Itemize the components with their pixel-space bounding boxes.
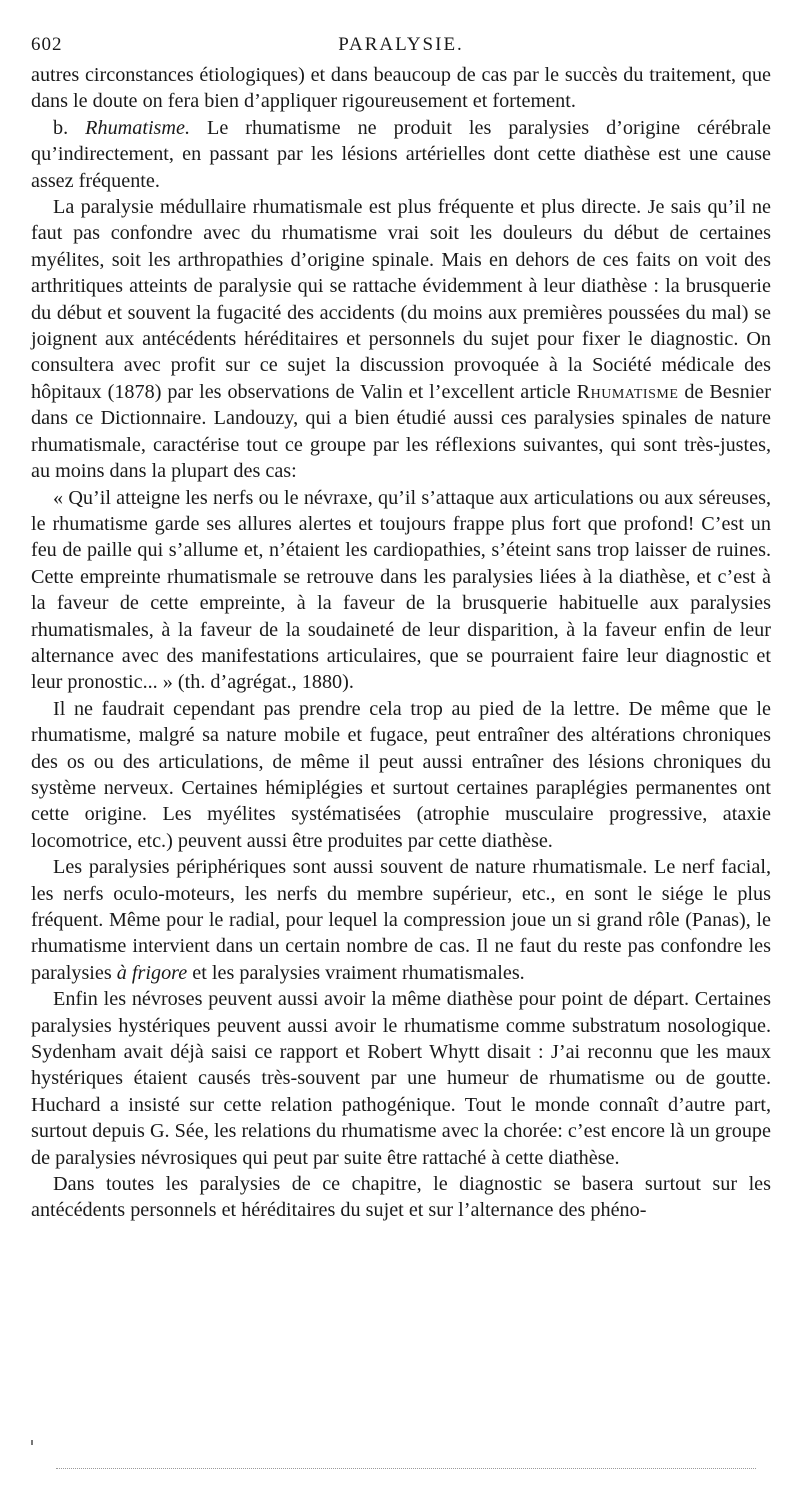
text-run: Dans toutes les paralysies de ce chapitre, le diagnostic se basera surtout sur les antécédents personnels et héréditaires du sujet et sur l’alternance des phéno- [31, 1173, 771, 1222]
section-marker: b. [53, 116, 86, 139]
text-run: et les paralysies vraiment rhumatismales. [187, 961, 525, 984]
text-run: Les paralysies périphériques sont aussi souvent de nature rhumatismale. Le nerf facial, les nerfs oculo-moteurs, les nerfs du membre supérieur, etc., en sont le siége le plus fréquent. Même pour le radial, pour lequel la compression joue un si grand rôle (Panas), le rhumatisme intervient dans un certain nombre de cas. Il ne faut du reste pas confondre les paralysies [31, 856, 771, 984]
running-title: PARALYSIE. [338, 34, 464, 55]
text-run: La paralysie médullaire rhumatismale est plus fréquente et plus directe. Je sais qu’il ne faut pas confondre avec du rhumatisme vrai soit les douleurs du début de certaines myélites, soit les arthropathies d’origine spinale. Mais en dehors de ces faits on voit des arthritiques atteints de paralysie qui se rattache évidemment à leur diathèse : la brusquerie du début et souvent la fugacité des accidents (du moins aux premières poussées du mal) se joignent aux antécédents héréditaires et personnels du sujet pour fixer le diagnostic. On consultera avec profit sur ce sujet la discussion provoquée à la Société médicale des hôpitaux (1878) par les observations de Valin et l’excellent article [31, 196, 771, 403]
italic-term: à frigore [116, 961, 188, 984]
scan-speck [31, 1440, 33, 1445]
body-text [31, 62, 771, 1224]
quotation-text: « Qu’il atteigne les nerfs ou le névraxe, qu’il s’attaque aux articulations ou aux séreuses, le rhumatisme garde ses allures alertes et toujours frappe plus fort que profond! C’est un feu de paille qui s’allume et, n’étaient les cardiopathies, s’éteint sans trop laisser de ruines. Cette empreinte rhumatismale se retrouve dans les paralysies liées à la diathèse, et c’est à la faveur de cette empreinte, à la faveur de la brusquerie habituelle aux paralysies rhumatismales, à la faveur de la soudaineté de leur disparition, à la faveur enfin de leur alternance avec des manifestations articulaires, que se pourraient faire leur diagnostic et leur pronostic... » (th. d’agrégat., 1880). [31, 486, 771, 694]
text-run: Le rhumatisme ne produit les paralysies d’origine cérébrale qu’indirectement, en passant par les lésions artérielles dont cette diathèse est une cause assez fréquente. [31, 116, 772, 192]
page-header [31, 30, 771, 62]
paragraph-nevroses [31, 986, 771, 1171]
page-number: 602 [31, 34, 63, 55]
text-run: Il ne faudrait cependant pas prendre cela trop au pied de la lettre. De même que le rhumatisme, malgré sa nature mobile et fugace, peut entraîner des altérations chroniques des os ou des articulations, de même il peut aussi entraîner des lésions chroniques du système nerveux. Certaines hémiplégies et surtout certaines paraplégies permanentes ont cette origine. Les myélites systématisées (atrophie musculaire progressive, ataxie locomotrice, etc.) peuvent aussi être produites par cette diathèse. [31, 697, 771, 852]
footer-rule [56, 1468, 756, 1469]
text-run: de Besnier dans ce Dictionnaire. Landouzy, qui a bien étudié aussi ces paralysies spinales de nature rhumatismale, caractérise tout ce groupe par les réflexions suivantes, qui sont très-justes, au moins dans la plupart des cas: [31, 380, 771, 483]
paragraph-chroniques [31, 696, 771, 854]
document-page [31, 30, 771, 1224]
paragraph-diagnostic [31, 1171, 771, 1224]
section-heading: Rhumatisme. [85, 116, 190, 139]
paragraph-medullaire [31, 194, 771, 484]
paragraph-rhumatisme [31, 115, 771, 194]
text-run: autres circonstances étiologiques) et dans beaucoup de cas par le succès du traitement, que dans le doute on fera bien d’appliquer rigoureusement et fortement. [31, 64, 771, 113]
paragraph-peripheriques [31, 854, 771, 986]
paragraph-continuation [31, 62, 771, 115]
text-run: Enfin les névroses peuvent aussi avoir la même diathèse pour point de départ. Certaines paralysies hystériques peuvent aussi avoir le rhumatisme comme substratum nosologique. Sydenham avait déjà saisi ce rapport et Robert Whytt disait : J’ai reconnu que les maux hystériques étaient causés très-souvent par une humeur de rhumatisme ou de goutte. Huchard a insisté sur cette relation pathogénique. Tout le monde connaît d’autre part, surtout depuis G. Sée, les relations du rhumatisme avec la chorée: c’est encore là un groupe de paralysies névrosiques qui peut par suite être rattaché à cette diathèse. [31, 988, 771, 1169]
paragraph-quotation [31, 485, 771, 696]
article-reference: Rhumatisme [576, 380, 679, 403]
